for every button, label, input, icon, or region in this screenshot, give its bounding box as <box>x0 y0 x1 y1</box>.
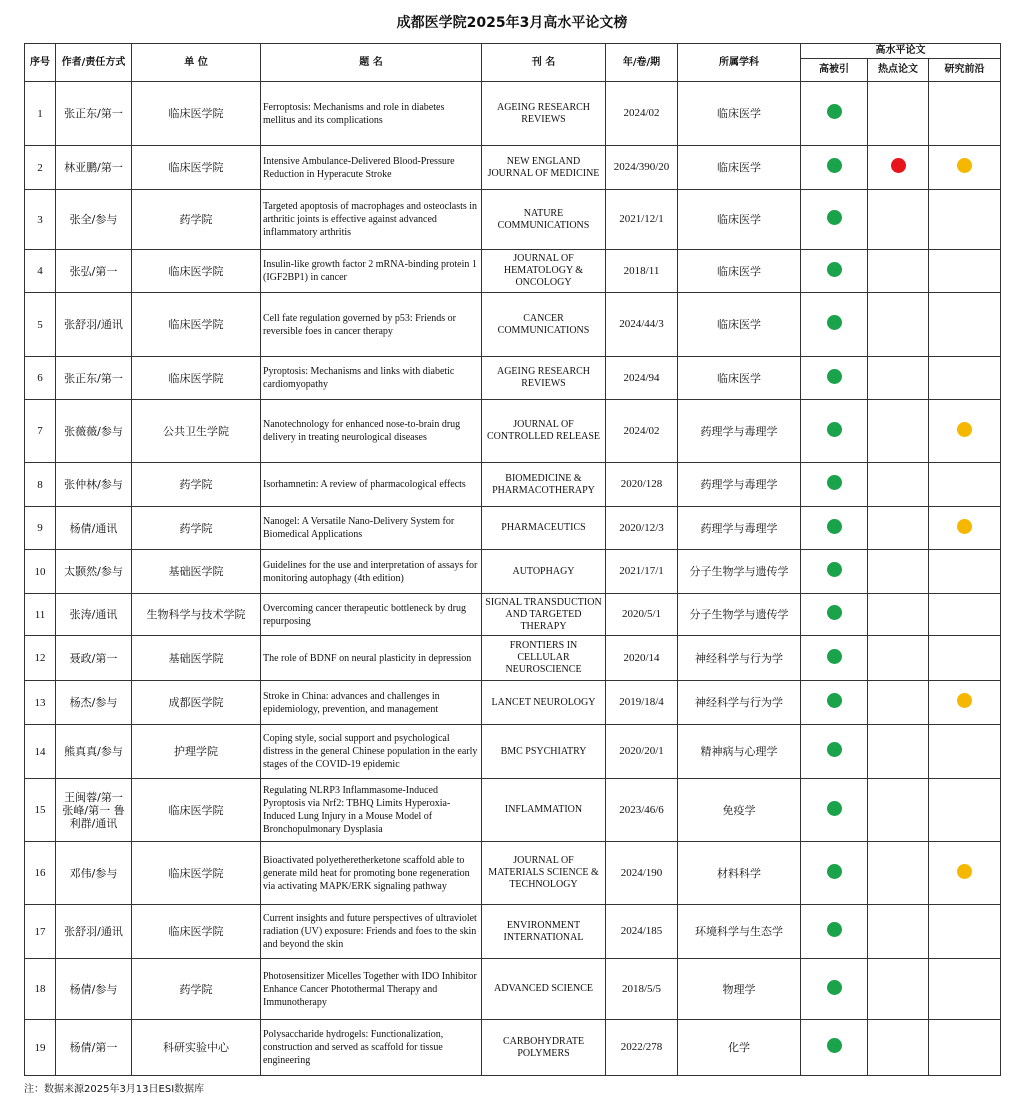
row-unit: 药学院 <box>132 507 261 550</box>
row-highly-cited-cell <box>801 725 868 779</box>
header-author: 作者/责任方式 <box>56 44 132 82</box>
row-hot-paper-cell <box>868 82 929 146</box>
table-row <box>25 725 1001 779</box>
row-hot-paper-cell <box>868 400 929 463</box>
header-high-level-group: 高水平论文 <box>801 44 1001 59</box>
row-hot-paper-cell <box>868 146 929 190</box>
table-row <box>25 594 1001 636</box>
row-subject: 药理学与毒理学 <box>678 463 801 507</box>
row-author: 张舒羽/通讯 <box>56 293 132 357</box>
row-unit: 基础医学院 <box>132 550 261 594</box>
row-highly-cited-cell <box>801 550 868 594</box>
header-hot-paper: 热点论文 <box>868 59 929 82</box>
row-highly-cited-cell <box>801 250 868 293</box>
table-row <box>25 905 1001 959</box>
row-paper-title: Bioactivated polyetheretherketone scaffold able to generate mild heat for promoting bone regeneration via activating MAPK/ERK signaling pathway <box>261 842 482 905</box>
row-highly-cited-cell <box>801 82 868 146</box>
row-research-frontier-cell <box>929 146 1001 190</box>
highly-cited-dot-icon <box>827 369 842 384</box>
row-hot-paper-cell <box>868 463 929 507</box>
row-paper-title: Photosensitizer Micelles Together with IDO Inhibitor Enhance Cancer Photothermal Therapy and Immunotherapy <box>261 959 482 1020</box>
row-research-frontier-cell <box>929 905 1001 959</box>
highly-cited-dot-icon <box>827 864 842 879</box>
row-unit: 公共卫生学院 <box>132 400 261 463</box>
highly-cited-dot-icon <box>827 693 842 708</box>
row-unit: 药学院 <box>132 190 261 250</box>
row-journal: JOURNAL OF HEMATOLOGY & ONCOLOGY <box>482 250 606 293</box>
highly-cited-dot-icon <box>827 104 842 119</box>
row-research-frontier-cell <box>929 636 1001 681</box>
row-journal: JOURNAL OF CONTROLLED RELEASE <box>482 400 606 463</box>
row-unit: 护理学院 <box>132 725 261 779</box>
row-author: 杨倩/参与 <box>56 959 132 1020</box>
highly-cited-dot-icon <box>827 210 842 225</box>
table-row <box>25 250 1001 293</box>
row-year-volume: 2021/17/1 <box>606 550 678 594</box>
row-unit: 临床医学院 <box>132 146 261 190</box>
row-highly-cited-cell <box>801 507 868 550</box>
row-hot-paper-cell <box>868 1020 929 1076</box>
row-journal: NEW ENGLAND JOURNAL OF MEDICINE <box>482 146 606 190</box>
row-journal: CARBOHYDRATE POLYMERS <box>482 1020 606 1076</box>
data-source-note: 注：数据来源2025年3月13日ESI数据库 <box>24 1084 205 1095</box>
row-index: 10 <box>25 550 56 594</box>
row-index: 8 <box>25 463 56 507</box>
row-journal: ADVANCED SCIENCE <box>482 959 606 1020</box>
row-subject: 药理学与毒理学 <box>678 507 801 550</box>
highly-cited-dot-icon <box>827 605 842 620</box>
row-journal: FRONTIERS IN CELLULAR NEUROSCIENCE <box>482 636 606 681</box>
row-research-frontier-cell <box>929 1020 1001 1076</box>
row-year-volume: 2024/02 <box>606 400 678 463</box>
header-highly-cited: 高被引 <box>801 59 868 82</box>
highly-cited-dot-icon <box>827 922 842 937</box>
row-author: 张仲林/参与 <box>56 463 132 507</box>
row-highly-cited-cell <box>801 357 868 400</box>
row-year-volume: 2018/11 <box>606 250 678 293</box>
highly-cited-dot-icon <box>827 649 842 664</box>
row-subject: 神经科学与行为学 <box>678 636 801 681</box>
row-paper-title: Nanogel: A Versatile Nano-Delivery System for Biomedical Applications <box>261 507 482 550</box>
table-row <box>25 357 1001 400</box>
row-index: 1 <box>25 82 56 146</box>
row-subject: 临床医学 <box>678 190 801 250</box>
row-subject: 材料科学 <box>678 842 801 905</box>
row-paper-title: Regulating NLRP3 Inflammasome-Induced Pyroptosis via Nrf2: TBHQ Limits Hyperoxia-Induced Lung Injury in a Mouse Model of Bronchopulmonary Dysplasia <box>261 779 482 842</box>
row-journal: BIOMEDICINE & PHARMACOTHERAPY <box>482 463 606 507</box>
row-hot-paper-cell <box>868 594 929 636</box>
row-author: 张涛/通讯 <box>56 594 132 636</box>
row-paper-title: Current insights and future perspectives of ultraviolet radiation (UV) exposure: Friends and foes to the skin and beyond the skin <box>261 905 482 959</box>
row-year-volume: 2022/278 <box>606 1020 678 1076</box>
highly-cited-dot-icon <box>827 562 842 577</box>
page-title: 成都医学院2025年3月高水平论文榜 <box>396 15 628 31</box>
row-research-frontier-cell <box>929 357 1001 400</box>
row-subject: 临床医学 <box>678 357 801 400</box>
row-index: 11 <box>25 594 56 636</box>
row-unit: 临床医学院 <box>132 905 261 959</box>
row-hot-paper-cell <box>868 905 929 959</box>
row-unit: 临床医学院 <box>132 779 261 842</box>
row-index: 9 <box>25 507 56 550</box>
row-highly-cited-cell <box>801 905 868 959</box>
row-hot-paper-cell <box>868 250 929 293</box>
table-row <box>25 636 1001 681</box>
row-highly-cited-cell <box>801 1020 868 1076</box>
row-author: 张正东/第一 <box>56 357 132 400</box>
row-year-volume: 2024/02 <box>606 82 678 146</box>
row-hot-paper-cell <box>868 842 929 905</box>
row-index: 3 <box>25 190 56 250</box>
row-hot-paper-cell <box>868 959 929 1020</box>
row-unit: 临床医学院 <box>132 82 261 146</box>
table-row <box>25 779 1001 842</box>
row-author: 张全/参与 <box>56 190 132 250</box>
row-year-volume: 2018/5/5 <box>606 959 678 1020</box>
row-paper-title: Pyroptosis: Mechanisms and links with diabetic cardiomyopathy <box>261 357 482 400</box>
row-research-frontier-cell <box>929 842 1001 905</box>
highly-cited-dot-icon <box>827 262 842 277</box>
row-research-frontier-cell <box>929 190 1001 250</box>
row-subject: 化学 <box>678 1020 801 1076</box>
row-highly-cited-cell <box>801 959 868 1020</box>
row-journal: AGEING RESEARCH REVIEWS <box>482 357 606 400</box>
row-year-volume: 2024/44/3 <box>606 293 678 357</box>
row-journal: INFLAMMATION <box>482 779 606 842</box>
row-hot-paper-cell <box>868 190 929 250</box>
row-journal: ENVIRONMENT INTERNATIONAL <box>482 905 606 959</box>
row-year-volume: 2020/5/1 <box>606 594 678 636</box>
row-index: 7 <box>25 400 56 463</box>
row-index: 19 <box>25 1020 56 1076</box>
row-paper-title: Insulin-like growth factor 2 mRNA-binding protein 1 (IGF2BP1) in cancer <box>261 250 482 293</box>
row-year-volume: 2019/18/4 <box>606 681 678 725</box>
row-unit: 临床医学院 <box>132 293 261 357</box>
row-journal: AGEING RESEARCH REVIEWS <box>482 82 606 146</box>
row-index: 16 <box>25 842 56 905</box>
highly-cited-dot-icon <box>827 519 842 534</box>
research-frontier-dot-icon <box>957 693 972 708</box>
row-journal: JOURNAL OF MATERIALS SCIENCE & TECHNOLOGY <box>482 842 606 905</box>
table-row <box>25 842 1001 905</box>
row-year-volume: 2023/46/6 <box>606 779 678 842</box>
row-unit: 药学院 <box>132 463 261 507</box>
row-author: 杨倩/第一 <box>56 1020 132 1076</box>
table-row <box>25 190 1001 250</box>
row-unit: 临床医学院 <box>132 842 261 905</box>
highly-cited-dot-icon <box>827 315 842 330</box>
research-frontier-dot-icon <box>957 864 972 879</box>
header-subject: 所属学科 <box>678 44 801 82</box>
row-highly-cited-cell <box>801 594 868 636</box>
row-index: 4 <box>25 250 56 293</box>
row-author: 张舒羽/通讯 <box>56 905 132 959</box>
row-paper-title: Overcoming cancer therapeutic bottleneck by drug repurposing <box>261 594 482 636</box>
row-subject: 免疫学 <box>678 779 801 842</box>
row-author: 张正东/第一 <box>56 82 132 146</box>
table-body <box>25 82 1001 1076</box>
row-research-frontier-cell <box>929 250 1001 293</box>
table-row <box>25 1020 1001 1076</box>
row-hot-paper-cell <box>868 357 929 400</box>
row-highly-cited-cell <box>801 293 868 357</box>
row-hot-paper-cell <box>868 507 929 550</box>
row-journal: AUTOPHAGY <box>482 550 606 594</box>
row-index: 5 <box>25 293 56 357</box>
header-index: 序号 <box>25 44 56 82</box>
highly-cited-dot-icon <box>827 1038 842 1053</box>
row-subject: 精神病与心理学 <box>678 725 801 779</box>
row-paper-title: Nanotechnology for enhanced nose-to-brain drug delivery in treating neurological diseases <box>261 400 482 463</box>
row-author: 聂政/第一 <box>56 636 132 681</box>
row-unit: 药学院 <box>132 959 261 1020</box>
row-highly-cited-cell <box>801 636 868 681</box>
table-row <box>25 550 1001 594</box>
row-author: 王闽蓉/第一 张峰/第一 鲁利群/通讯 <box>56 779 132 842</box>
row-unit: 生物科学与技术学院 <box>132 594 261 636</box>
row-research-frontier-cell <box>929 594 1001 636</box>
row-paper-title: Coping style, social support and psychological distress in the general Chinese population in the early stages of the COVID-19 epidemic <box>261 725 482 779</box>
header-journal: 刊 名 <box>482 44 606 82</box>
row-research-frontier-cell <box>929 550 1001 594</box>
row-author: 太颢然/参与 <box>56 550 132 594</box>
row-author: 张弘/第一 <box>56 250 132 293</box>
table-row <box>25 463 1001 507</box>
row-journal: BMC PSYCHIATRY <box>482 725 606 779</box>
row-subject: 临床医学 <box>678 293 801 357</box>
row-highly-cited-cell <box>801 146 868 190</box>
row-research-frontier-cell <box>929 400 1001 463</box>
row-subject: 神经科学与行为学 <box>678 681 801 725</box>
highly-cited-dot-icon <box>827 158 842 173</box>
row-hot-paper-cell <box>868 636 929 681</box>
table-row <box>25 400 1001 463</box>
row-hot-paper-cell <box>868 779 929 842</box>
hot-paper-dot-icon <box>891 158 906 173</box>
row-index: 15 <box>25 779 56 842</box>
row-subject: 临床医学 <box>678 250 801 293</box>
row-research-frontier-cell <box>929 725 1001 779</box>
highly-cited-dot-icon <box>827 801 842 816</box>
row-paper-title: Ferroptosis: Mechanisms and role in diabetes mellitus and its complications <box>261 82 482 146</box>
row-author: 杨杰/参与 <box>56 681 132 725</box>
row-year-volume: 2020/12/3 <box>606 507 678 550</box>
row-author: 杨倩/通讯 <box>56 507 132 550</box>
table-row <box>25 82 1001 146</box>
row-author: 林亚鹏/第一 <box>56 146 132 190</box>
row-subject: 临床医学 <box>678 146 801 190</box>
highly-cited-dot-icon <box>827 980 842 995</box>
row-paper-title: Polysaccharide hydrogels: Functionalization, construction and served as scaffold for tissue engineering <box>261 1020 482 1076</box>
row-year-volume: 2024/390/20 <box>606 146 678 190</box>
row-unit: 基础医学院 <box>132 636 261 681</box>
row-unit: 临床医学院 <box>132 357 261 400</box>
row-index: 2 <box>25 146 56 190</box>
row-research-frontier-cell <box>929 779 1001 842</box>
table-row <box>25 293 1001 357</box>
table-row <box>25 146 1001 190</box>
row-year-volume: 2020/20/1 <box>606 725 678 779</box>
row-journal: NATURE COMMUNICATIONS <box>482 190 606 250</box>
row-paper-title: The role of BDNF on neural plasticity in depression <box>261 636 482 681</box>
row-research-frontier-cell <box>929 293 1001 357</box>
row-year-volume: 2020/14 <box>606 636 678 681</box>
row-research-frontier-cell <box>929 959 1001 1020</box>
highly-cited-dot-icon <box>827 742 842 757</box>
header-title: 题 名 <box>261 44 482 82</box>
table-row <box>25 959 1001 1020</box>
header-research-frontier: 研究前沿 <box>929 59 1001 82</box>
row-subject: 分子生物学与遗传学 <box>678 594 801 636</box>
row-index: 13 <box>25 681 56 725</box>
row-unit: 科研实验中心 <box>132 1020 261 1076</box>
papers-table <box>24 43 1001 1076</box>
row-paper-title: Intensive Ambulance-Delivered Blood-Pressure Reduction in Hyperacute Stroke <box>261 146 482 190</box>
row-unit: 临床医学院 <box>132 250 261 293</box>
research-frontier-dot-icon <box>957 158 972 173</box>
row-paper-title: Cell fate regulation governed by p53: Friends or reversible foes in cancer therapy <box>261 293 482 357</box>
highly-cited-dot-icon <box>827 475 842 490</box>
row-paper-title: Stroke in China: advances and challenges in epidemiology, prevention, and management <box>261 681 482 725</box>
row-journal: PHARMACEUTICS <box>482 507 606 550</box>
row-year-volume: 2024/190 <box>606 842 678 905</box>
row-paper-title: Guidelines for the use and interpretation of assays for monitoring autophagy (4th edition) <box>261 550 482 594</box>
row-author: 邓伟/参与 <box>56 842 132 905</box>
row-highly-cited-cell <box>801 400 868 463</box>
row-journal: LANCET NEUROLOGY <box>482 681 606 725</box>
row-journal: SIGNAL TRANSDUCTION AND TARGETED THERAPY <box>482 594 606 636</box>
row-journal: CANCER COMMUNICATIONS <box>482 293 606 357</box>
research-frontier-dot-icon <box>957 519 972 534</box>
row-index: 18 <box>25 959 56 1020</box>
row-subject: 环境科学与生态学 <box>678 905 801 959</box>
row-index: 17 <box>25 905 56 959</box>
row-year-volume: 2021/12/1 <box>606 190 678 250</box>
table-row <box>25 681 1001 725</box>
row-hot-paper-cell <box>868 293 929 357</box>
table-row <box>25 507 1001 550</box>
highly-cited-dot-icon <box>827 422 842 437</box>
row-author: 张薇薇/参与 <box>56 400 132 463</box>
row-hot-paper-cell <box>868 681 929 725</box>
research-frontier-dot-icon <box>957 422 972 437</box>
row-subject: 药理学与毒理学 <box>678 400 801 463</box>
row-highly-cited-cell <box>801 842 868 905</box>
row-research-frontier-cell <box>929 507 1001 550</box>
row-highly-cited-cell <box>801 463 868 507</box>
row-highly-cited-cell <box>801 681 868 725</box>
row-author: 熊真真/参与 <box>56 725 132 779</box>
row-highly-cited-cell <box>801 190 868 250</box>
row-year-volume: 2020/128 <box>606 463 678 507</box>
row-year-volume: 2024/185 <box>606 905 678 959</box>
row-index: 12 <box>25 636 56 681</box>
row-index: 14 <box>25 725 56 779</box>
row-paper-title: Isorhamnetin: A review of pharmacological effects <box>261 463 482 507</box>
row-research-frontier-cell <box>929 463 1001 507</box>
row-subject: 物理学 <box>678 959 801 1020</box>
row-research-frontier-cell <box>929 681 1001 725</box>
row-unit: 成都医学院 <box>132 681 261 725</box>
row-highly-cited-cell <box>801 779 868 842</box>
row-hot-paper-cell <box>868 550 929 594</box>
header-year-volume: 年/卷/期 <box>606 44 678 82</box>
row-subject: 临床医学 <box>678 82 801 146</box>
row-hot-paper-cell <box>868 725 929 779</box>
header-unit: 单 位 <box>132 44 261 82</box>
row-subject: 分子生物学与遗传学 <box>678 550 801 594</box>
row-research-frontier-cell <box>929 82 1001 146</box>
row-paper-title: Targeted apoptosis of macrophages and osteoclasts in arthritic joints is effective against advanced inflammatory arthritis <box>261 190 482 250</box>
row-index: 6 <box>25 357 56 400</box>
row-year-volume: 2024/94 <box>606 357 678 400</box>
